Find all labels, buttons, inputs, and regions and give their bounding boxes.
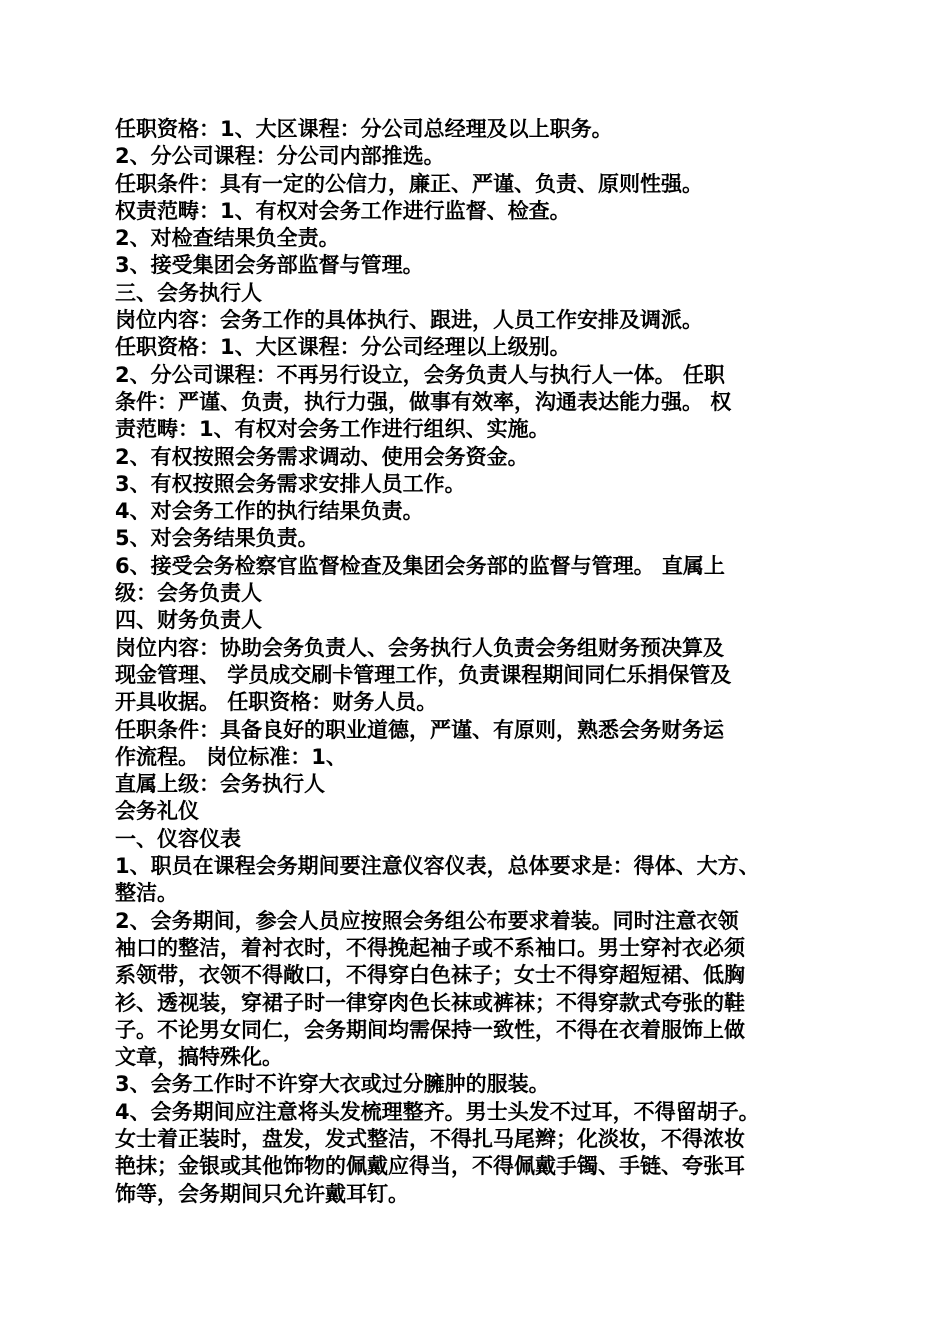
text-line: 条件：严谨、负责，执行力强，做事有效率，沟通表达能力强。 权: [115, 389, 732, 414]
section-heading: 一、仪容仪表: [115, 826, 241, 851]
text-line: 3、有权按照会务需求安排人员工作。: [115, 471, 466, 496]
text-line: 5、对会务结果负责。: [115, 526, 319, 551]
text-line: 6、接受会务检察官监督检查及集团会务部的监督与管理。 直属上: [115, 553, 725, 578]
text-line: 整洁。: [115, 881, 178, 906]
section-title: 会务礼仪: [115, 799, 199, 824]
text-line: 权责范畴：1、有权对会务工作进行监督、检查。: [115, 198, 571, 223]
text-line: 级：会务负责人: [115, 581, 262, 606]
text-line: 子。不论男女同仁，会务期间均需保持一致性，不得在衣着服饰上做: [115, 1017, 745, 1042]
document-page: [115, 116, 845, 1208]
text-line: 2、分公司课程：分公司内部推选。: [115, 144, 445, 169]
text-line: 饰等，会务期间只允许戴耳钉。: [115, 1181, 409, 1206]
text-line: 4、会务期间应注意将头发梳理整齐。男士头发不过耳，不得留胡子。: [115, 1099, 760, 1124]
text-line: 4、对会务工作的执行结果负责。: [115, 499, 424, 524]
text-line: 作流程。 岗位标准：1、: [115, 744, 347, 769]
section-heading: 四、财务负责人: [115, 608, 262, 633]
text-line: 任职资格：1、大区课程：分公司经理以上级别。: [115, 335, 571, 360]
text-line: 3、会务工作时不许穿大衣或过分臃肿的服装。: [115, 1072, 550, 1097]
text-line: 现金管理、 学员成交刷卡管理工作，负责课程期间同仁乐捐保管及: [115, 662, 732, 687]
text-line: 任职条件：具备良好的职业道德，严谨、有原则，熟悉会务财务运: [115, 717, 724, 742]
text-line: 直属上级：会务执行人: [115, 772, 325, 797]
text-line: 文章，搞特殊化。: [115, 1045, 283, 1070]
text-line: 开具收据。 任职资格：财务人员。: [115, 690, 438, 715]
text-line: 1、职员在课程会务期间要注意仪容仪表，总体要求是：得体、大方、: [115, 854, 760, 879]
text-line: 2、会务期间，参会人员应按照会务组公布要求着装。同时注意衣领: [115, 908, 739, 933]
text-line: 3、接受集团会务部监督与管理。: [115, 253, 424, 278]
text-line: 系领带，衣领不得敞口，不得穿白色袜子；女士不得穿超短裙、低胸: [115, 963, 745, 988]
text-line: 任职条件：具有一定的公信力，廉正、严谨、负责、原则性强。: [115, 171, 703, 196]
text-line: 女士着正装时，盘发，发式整洁，不得扎马尾辫；化淡妆，不得浓妆: [115, 1126, 745, 1151]
text-line: 艳抹；金银或其他饰物的佩戴应得当，不得佩戴手镯、手链、夸张耳: [115, 1154, 745, 1179]
text-line: 2、分公司课程：不再另行设立，会务负责人与执行人一体。 任职: [115, 362, 725, 387]
text-line: 任职资格：1、大区课程：分公司总经理及以上职务。: [115, 117, 613, 141]
text-line: 责范畴：1、有权对会务工作进行组织、实施。: [115, 417, 550, 442]
text-line: 岗位内容：会务工作的具体执行、跟进，人员工作安排及调派。: [115, 308, 703, 333]
text-line: 2、对检查结果负全责。: [115, 226, 340, 251]
text-line: 袖口的整洁，着衬衣时，不得挽起袖子或不系袖口。男士穿衬衣必须: [115, 935, 745, 960]
text-line: 岗位内容：协助会务负责人、会务执行人负责会务组财务预决算及: [115, 635, 724, 660]
text-line: 衫、透视装，穿裙子时一律穿肉色长袜或裤袜；不得穿款式夸张的鞋: [115, 990, 745, 1015]
text-line: 2、有权按照会务需求调动、使用会务资金。: [115, 444, 529, 469]
section-heading: 三、会务执行人: [115, 280, 262, 305]
